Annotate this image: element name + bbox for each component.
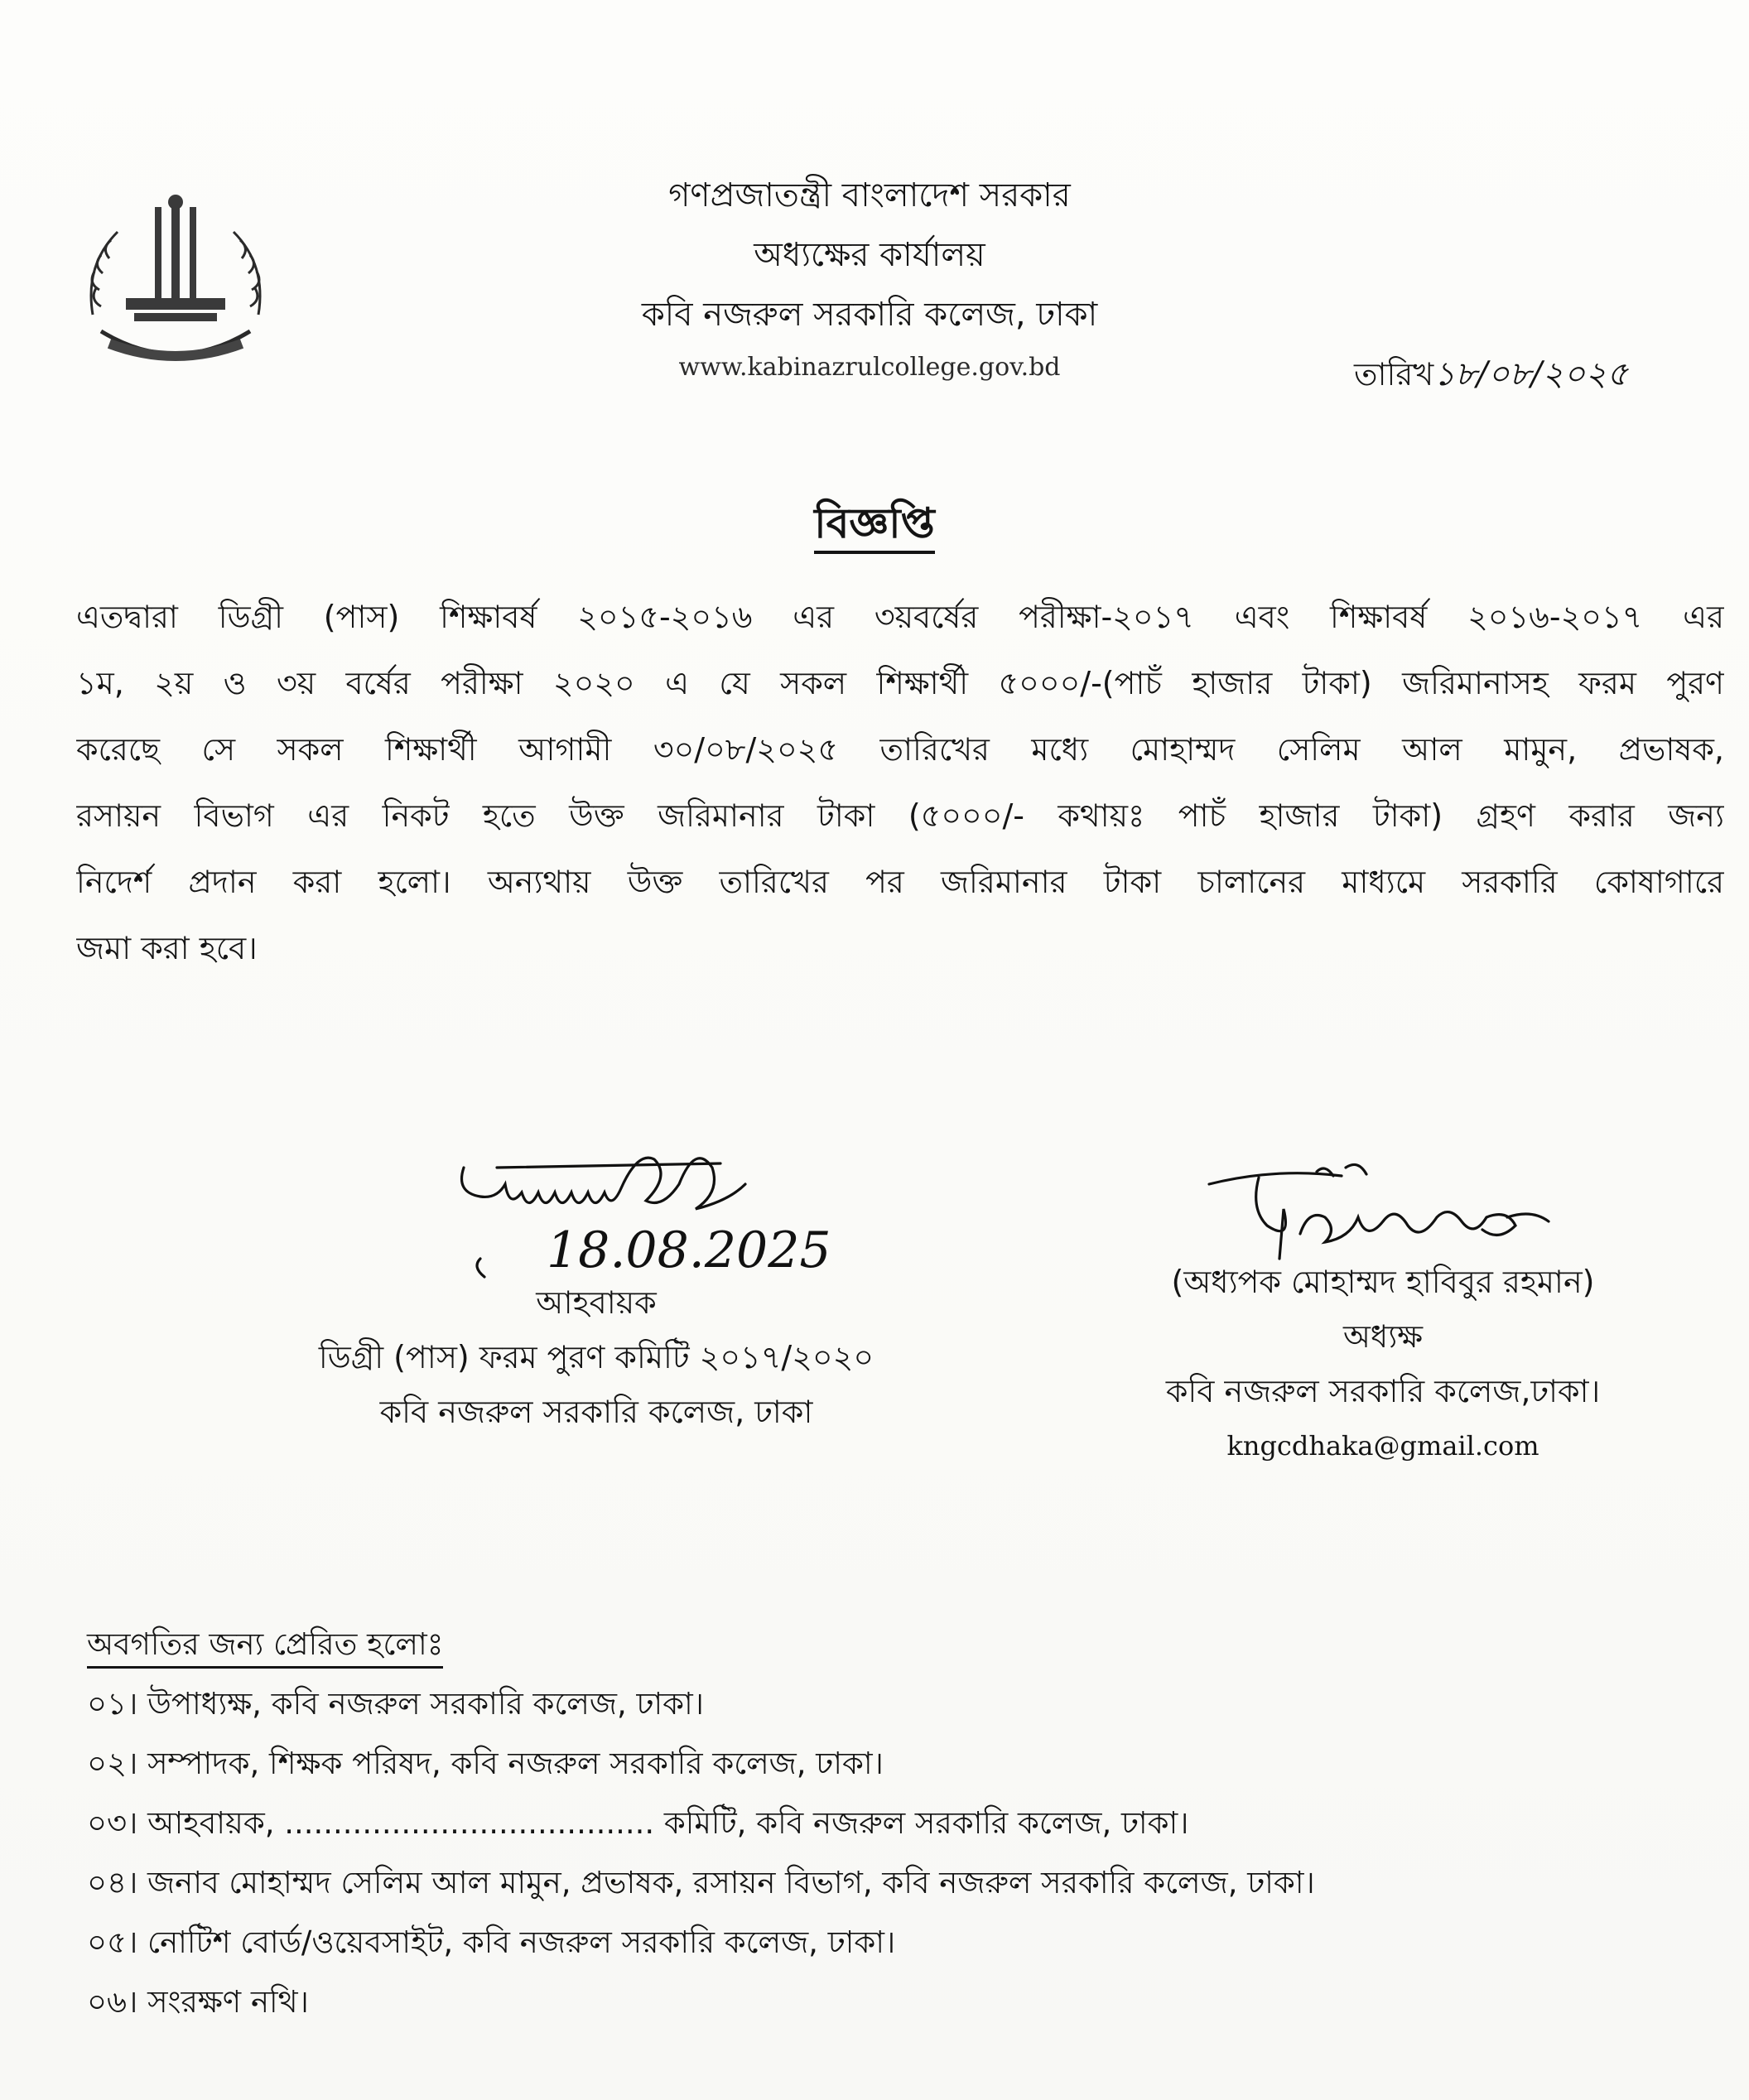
- body-line: জমা করা হবে।: [76, 930, 258, 966]
- body-line: করেছে সে সকল শিক্ষার্থী আগামী ৩০/০৮/২০২৫ তারিখের মধ্যে মোহাম্মদ সেলিম আল মামুন, প্রভাষক,: [76, 731, 1724, 768]
- notice-date: [1354, 348, 1628, 403]
- body-line: এতদ্বারা ডিগ্রী (পাস) শিক্ষাবর্ষ ২০১৫-২০১৬ এর ৩য়বর্ষের পরীক্ষা-২০১৭ এবং শিক্ষাবর্ষ ২০১৬-২০১৭ এর: [76, 599, 1724, 635]
- body-line: নিদের্শ প্রদান করা হলো। অন্যথায় উক্ত তারিখের পর জরিমানার টাকা চালানের মাধ্যমে সরকারি কোষাগারে: [76, 864, 1724, 900]
- principal-institution: কবি নজরুল সরকারি কলেজ,ঢাকা।: [1165, 1373, 1601, 1409]
- list-item: ০৪। জনাব মোহাম্মদ সেলিম আল মামুন, প্রভাষক, রসায়ন বিভাগ, কবি নজরুল সরকারি কলেজ, ঢাকা।: [87, 1865, 1315, 1900]
- distribution-list: [87, 1615, 1727, 2032]
- website-link[interactable]: www.kabinazrulcollege.gov.bd: [678, 353, 1061, 382]
- distribution-heading: অবগতির জন্য প্রেরিত হলোঃ: [87, 1623, 443, 1669]
- list-item: ০১। উপাধ্যক্ষ, কবি নজরুল সরকারি কলেজ, ঢাকা।: [87, 1686, 704, 1722]
- list-item: ০৩। আহবায়ক, ...................................... কমিটি, কবি নজরুল সরকারি কলেজ, ঢাকা।: [87, 1805, 1189, 1841]
- convener-block: [240, 1275, 952, 1439]
- handwritten-date: 18.08.2025: [547, 1221, 831, 1279]
- government-name: গণপ্রজাতন্ত্রী বাংলাদেশ সরকার: [668, 176, 1071, 214]
- convener-role: আহবায়ক: [536, 1284, 657, 1321]
- date-value: ১৮/০৮/২০২৫: [1433, 355, 1629, 393]
- list-item: ০৫। নোটিশ বোর্ড/ওয়েবসাইট, কবি নজরুল সরকারি কলেজ, ঢাকা।: [87, 1924, 896, 1960]
- committee-name: ডিগ্রী (পাস) ফরম পুরণ কমিটি ২০১৭/২০২০: [318, 1339, 874, 1375]
- notice-body: [76, 584, 1724, 981]
- principal-signature: [1201, 1159, 1573, 1267]
- office-name: অধ্যক্ষের কার্যালয়: [754, 236, 985, 274]
- college-name: কবি নজরুল সরকারি কলেজ, ঢাকা: [641, 296, 1098, 334]
- principal-role: অধ্যক্ষ: [1342, 1318, 1423, 1355]
- principal-name: (অধ্যপক মোহাম্মদ হাবিবুর রহমান): [1171, 1264, 1595, 1300]
- date-label: তারিখ: [1354, 356, 1434, 393]
- letterhead: [538, 166, 1201, 391]
- list-item: ০৬। সংরক্ষণ নথি।: [87, 1984, 309, 2020]
- contact-email-link[interactable]: kngcdhaka@gmail.com: [1226, 1430, 1539, 1462]
- convener-institution: কবি নজরুল সরকারি কলেজ, ঢাকা: [379, 1394, 813, 1430]
- body-line: ১ম, ২য় ও ৩য় বর্ষের পরীক্ষা ২০২০ এ যে সকল শিক্ষার্থী ৫০০০/-(পাচঁ হাজার টাকা) জরিমানাসহ ফরম পুরণ: [76, 665, 1724, 701]
- college-logo-icon: [76, 190, 275, 381]
- notice-title: বিজ্ঞপ্তি: [814, 499, 934, 554]
- body-line: রসায়ন বিভাগ এর নিকট হতে উক্ত জরিমানার টাকা (৫০০০/- কথায়ঃ পাচঁ হাজার টাকা) গ্রহণ করার জন্য: [76, 797, 1724, 834]
- page-title: [0, 493, 1749, 561]
- list-item: ০২। সম্পাদক, শিক্ষক পরিষদ, কবি নজরুল সরকারি কলেজ, ঢাকা।: [87, 1746, 884, 1781]
- principal-block: [1085, 1255, 1681, 1473]
